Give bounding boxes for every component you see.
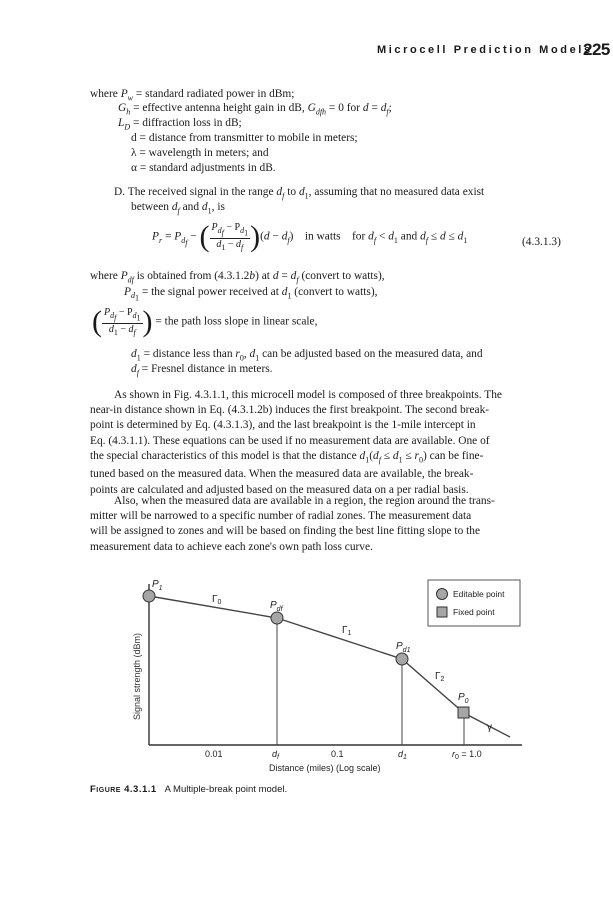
legend-editable-label: Editable point bbox=[453, 589, 505, 599]
tick-r0: $r_0 = 1.0$ bbox=[452, 749, 482, 761]
label-pdf: $P_{df}$ bbox=[270, 600, 283, 613]
where-slope: ( $\frac{P_{d_f} - P_{d_1}}{d_1 - d_f}$ ) = the path loss slope in linear scale, bbox=[92, 305, 318, 338]
y-axis-label: Signal strength (dBm) bbox=[132, 632, 142, 720]
definition-pw: where $P_w$ = standard radiated power in dBm; bbox=[90, 88, 295, 103]
definition-lambda: λ = wavelength in meters; and bbox=[131, 147, 269, 159]
tick-01: 0.1 bbox=[331, 749, 344, 759]
legend-editable-marker bbox=[437, 589, 448, 600]
paragraph-breakpoints: As shown in Fig. 4.3.1.1, this microcell model is composed of three breakpoints. The near-in distance shown in Eq. (4.3.1.2b) induces the first breakpoint. The second break- point is determined by Eq. (4.3.1.3), and the last breakpoint is the 1-mile intercept in Eq. (4.3.1.1). These equations can be used if no measurement data are available. One of the special characteristics of this model is that the distance $d_1(d_f \le d_1 \le r_0)$ can be fine- tuned based on the measured data. When the measured data are available, the break- points are calculated and adjusted based on the measured data on a per radial basis. bbox=[90, 389, 502, 496]
tick-df: $d_f$ bbox=[272, 749, 279, 761]
point-p0 bbox=[458, 707, 469, 718]
label-p0: $P_0$ bbox=[458, 692, 469, 705]
paragraph-radial-zones: Also, when the measured data are available in a region, the region around the trans- mitter will be narrowed to a specific number of radial zones. The measurement data will be assigned to zones and will be based on finding the best line fitting slope to the measurement data to achieve each zone's own path loss curve. bbox=[90, 495, 495, 553]
point-p1 bbox=[143, 590, 155, 602]
multiple-breakpoint-figure bbox=[120, 572, 530, 777]
legend-fixed-marker bbox=[437, 607, 447, 617]
where-pd1: $P_{d_1}$ = the signal power received at $d_1$ (convert to watts), bbox=[124, 286, 378, 303]
x-axis-label: Distance (miles) (Log scale) bbox=[269, 763, 381, 773]
where-d1: $d_1$ = distance less than $r_0$, $d_1$ can be adjusted based on the measured data, and bbox=[131, 348, 483, 363]
label-gamma: γ bbox=[487, 722, 492, 733]
definition-d: d = distance from transmitter to mobile in meters; bbox=[131, 132, 358, 144]
definition-ld: $L_D$ = diffraction loss in dB; bbox=[118, 117, 242, 132]
where-pdf: where $P_{df}$ is obtained from (4.3.1.2b) at $d = d_f$ (convert to watts), bbox=[90, 270, 385, 285]
point-pdf bbox=[271, 612, 283, 624]
caption-text: A Multiple-break point model. bbox=[164, 784, 288, 795]
label-p1: $P_1$ bbox=[152, 579, 163, 592]
equation-number: (4.3.1.3) bbox=[522, 236, 561, 248]
legend-fixed-label: Fixed point bbox=[453, 607, 495, 617]
where-df: $d_f$ = Fresnel distance in meters. bbox=[131, 363, 273, 378]
point-pd1 bbox=[396, 653, 408, 665]
item-d-line2: between $d_f$ and $d_1$, is bbox=[131, 201, 225, 216]
definition-alpha: α = standard adjustments in dB. bbox=[131, 162, 276, 174]
tick-d1: $d_1$ bbox=[398, 749, 407, 761]
legend-box bbox=[428, 580, 520, 626]
label-pd1: $P_{d1}$ bbox=[396, 641, 411, 654]
item-d-line1: D. The received signal in the range $d_f$ to $d_1$, assuming that no measured data exist bbox=[114, 186, 485, 201]
definition-gh: $G_h$ = effective antenna height gain in dB, $G_{dfh} = 0$ for $d = d_f$; bbox=[118, 102, 392, 117]
label-gamma0: $\Gamma_0$ bbox=[212, 594, 222, 606]
label-gamma1: $\Gamma_1$ bbox=[342, 625, 352, 637]
running-header-title: Microcell Prediction Models bbox=[377, 44, 593, 56]
figure-caption bbox=[90, 784, 287, 795]
label-gamma2: $\Gamma_2$ bbox=[435, 671, 445, 683]
caption-label: Figure 4.3.1.1 bbox=[90, 784, 157, 795]
tick-001: 0.01 bbox=[205, 749, 223, 759]
equation-4-3-1-3: $P_r = P_{d_f}$ − ( $\frac{P_{d_f} - P_{d_1}}{d_1 - d_f}$ )$(d - d_f)$ in watts for $d_f < d_1$ and $d_f \le d \le d_1$ bbox=[152, 220, 468, 253]
page-number: 225 bbox=[583, 40, 610, 59]
